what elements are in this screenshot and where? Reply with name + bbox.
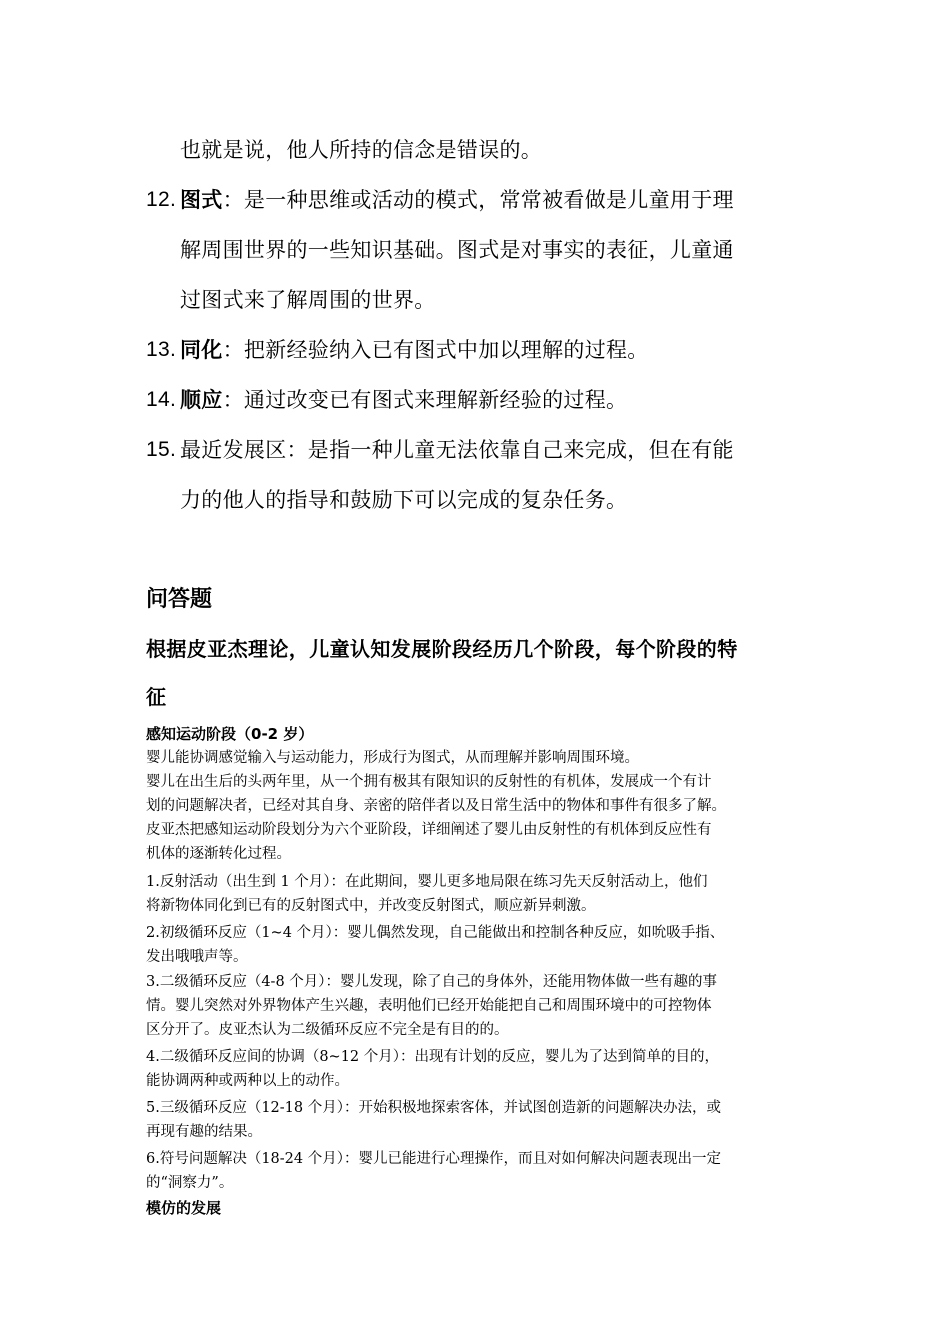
- qa-heading: 问答题: [146, 587, 213, 612]
- body-line: 的“洞察力”。: [146, 1175, 234, 1191]
- body-line: 能协调两种或两种以上的动作。: [146, 1073, 349, 1089]
- body-line: 3.二级循环反应（4-8 个月）：婴儿发现，除了自己的身体外，还能用物体做一些有趣的事: [146, 974, 718, 990]
- body-line: 发出哦哦声等。: [146, 949, 248, 965]
- item-15-line-1: 最近发展区：是指一种儿童无法依靠自己来完成，但在有能: [180, 438, 734, 462]
- item-12-line-1: [180, 185, 734, 215]
- body-line: 区分开了。皮亚杰认为二级循环反应不完全是有目的的。: [146, 1022, 509, 1038]
- item-13-line-1: [180, 335, 649, 365]
- body-line: 再现有趣的结果。: [146, 1124, 262, 1140]
- item-12-line-3: 过图式来了解周围的世界。: [180, 288, 436, 312]
- body-line: 婴儿能协调感觉输入与运动能力，形成行为图式，从而理解并影响周围环境。: [146, 750, 639, 766]
- body-line: 6.符号问题解决（18-24 个月）：婴儿已能进行心理操作，而且对如何解决问题表现出一定: [146, 1151, 721, 1167]
- next-heading: 模仿的发展: [146, 1199, 222, 1217]
- item-12-number: 12.: [146, 188, 177, 211]
- item-12-term: 图式: [180, 187, 223, 212]
- item-12-text: ：是一种思维或活动的模式，常常被看做是儿童用于理: [222, 188, 734, 212]
- body-line: 皮亚杰把感知运动阶段划分为六个亚阶段，详细阐述了婴儿由反射性的有机体到反应性有: [146, 822, 712, 838]
- stage-title: 感知运动阶段（0-2 岁）: [146, 725, 314, 743]
- question-line-2: 征: [146, 685, 167, 709]
- item-14-line-1: [180, 385, 627, 415]
- body-line: 2.初级循环反应（1~4 个月）：婴儿偶然发现，自己能做出和控制各种反应，如吮吸手指、: [146, 925, 725, 941]
- body-line: 婴儿在出生后的头两年里，从一个拥有极其有限知识的反射性的有机体，发展成一个有计: [146, 774, 712, 790]
- item-14-term: 顺应: [180, 387, 223, 412]
- question-line-1: 根据皮亚杰理论，儿童认知发展阶段经历几个阶段，每个阶段的特: [146, 637, 738, 661]
- definition-continuation: 也就是说，他人所持的信念是错误的。: [180, 138, 543, 162]
- body-line: 机体的逐渐转化过程。: [146, 846, 291, 862]
- item-15-number: 15.: [146, 438, 177, 461]
- body-line: 1.反射活动（出生到 1 个月）：在此期间，婴儿更多地局限在练习先天反射活动上，他们: [146, 874, 708, 890]
- body-line: 将新物体同化到已有的反射图式中，并改变反射图式，顺应新异刺激。: [146, 898, 596, 914]
- item-14-number: 14.: [146, 388, 177, 411]
- item-13-text: ：把新经验纳入已有图式中加以理解的过程。: [222, 338, 649, 362]
- body-line: 5.三级循环反应（12-18 个月）：开始积极地探索客体，并试图创造新的问题解决办法，或: [146, 1100, 721, 1116]
- body-line: 4.二级循环反应间的协调（8~12 个月）：出现有计划的反应，婴儿为了达到简单的目的，: [146, 1049, 720, 1065]
- item-15-line-2: 力的他人的指导和鼓励下可以完成的复杂任务。: [180, 488, 628, 512]
- body-line: 情。婴儿突然对外界物体产生兴趣，表明他们已经开始能把自己和周围环境中的可控物体: [146, 998, 712, 1014]
- body-line: 划的问题解决者，已经对其自身、亲密的陪伴者以及日常生活中的物体和事件有很多了解。: [146, 798, 726, 814]
- item-12-line-2: 解周围世界的一些知识基础。图式是对事实的表征，儿童通: [180, 238, 734, 262]
- item-13-term: 同化: [180, 337, 223, 362]
- item-14-text: ：通过改变已有图式来理解新经验的过程。: [222, 388, 628, 412]
- item-13-number: 13.: [146, 338, 177, 361]
